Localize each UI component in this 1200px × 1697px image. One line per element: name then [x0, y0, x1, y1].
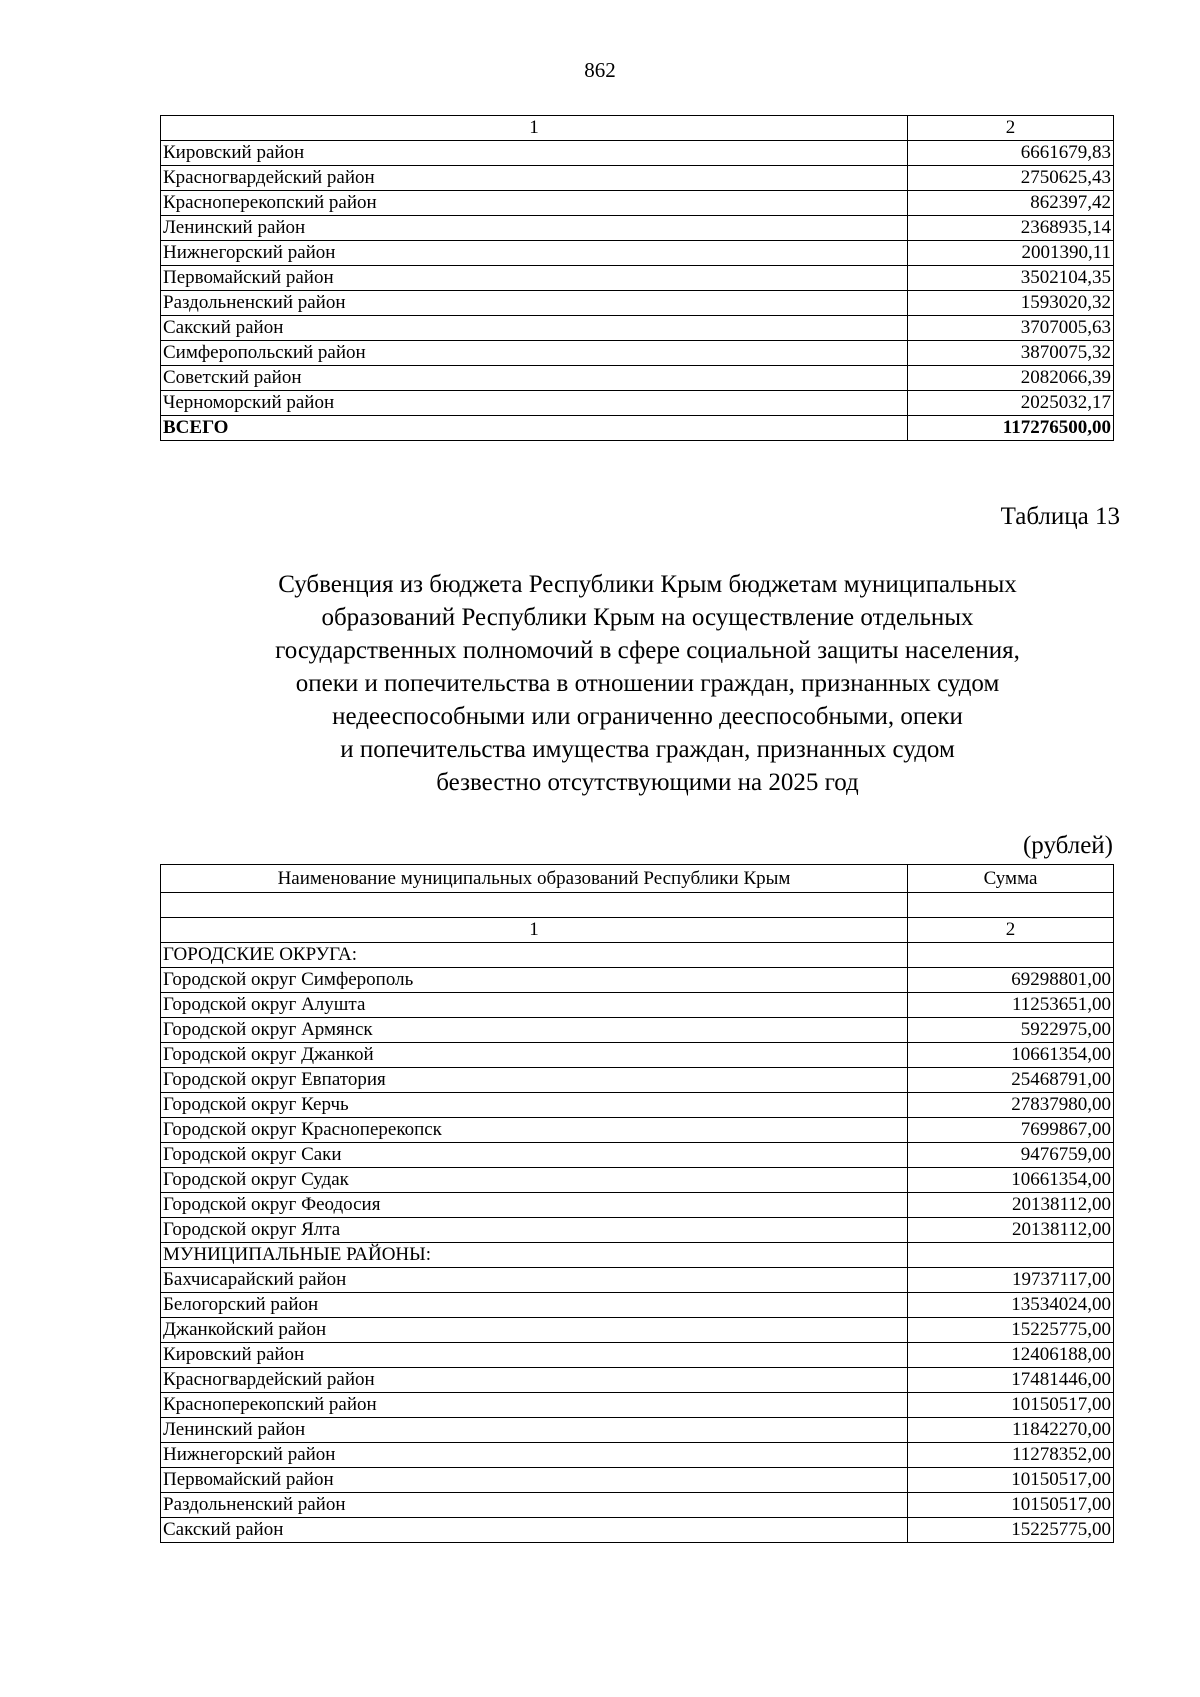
amount-value: 69298801,00 [908, 968, 1114, 993]
municipality-name: Городской округ Евпатория [161, 1068, 908, 1093]
table-row [161, 1168, 1114, 1193]
table-row [161, 1343, 1114, 1368]
municipality-name: Городской округ Керчь [161, 1093, 908, 1118]
column-number-2: 2 [908, 918, 1114, 943]
municipality-name: Бахчисарайский район [161, 1268, 908, 1293]
title-line: образований Республики Крым на осуществление отдельных [321, 604, 974, 631]
table-row [161, 266, 1114, 291]
municipality-name: Симферопольский район [161, 341, 908, 366]
subvention-table [160, 864, 1114, 1543]
amount-value: 27837980,00 [908, 1093, 1114, 1118]
municipality-name: Красногвардейский район [161, 166, 908, 191]
table-row [161, 1318, 1114, 1343]
table-row [161, 1018, 1114, 1043]
amount-value: 3502104,35 [908, 266, 1114, 291]
municipality-name: Красногвардейский район [161, 1368, 908, 1393]
title-line: и попечительства имущества граждан, признанных судом [340, 736, 955, 763]
amount-value: 7699867,00 [908, 1118, 1114, 1143]
municipality-name: Городской округ Армянск [161, 1018, 908, 1043]
municipality-name: Городской округ Саки [161, 1143, 908, 1168]
table-row [161, 391, 1114, 416]
table-row [161, 216, 1114, 241]
table-row [161, 1093, 1114, 1118]
municipality-name: Городской округ Алушта [161, 993, 908, 1018]
table-row [161, 1218, 1114, 1243]
municipality-name: Джанкойский район [161, 1318, 908, 1343]
table-caption: Таблица 13 [1000, 503, 1120, 530]
municipality-name: Красноперекопский район [161, 1393, 908, 1418]
municipality-name: Красноперекопский район [161, 191, 908, 216]
municipality-name: Городской округ Судак [161, 1168, 908, 1193]
section-heading-row [161, 1243, 1114, 1268]
column-number-row [161, 918, 1114, 943]
amount-value: 862397,42 [908, 191, 1114, 216]
table-row [161, 1143, 1114, 1168]
total-row [161, 416, 1114, 441]
amount-value: 2750625,43 [908, 166, 1114, 191]
amount-value: 1593020,32 [908, 291, 1114, 316]
municipality-name: ВСЕГО [161, 416, 908, 441]
municipality-name: Первомайский район [161, 1468, 908, 1493]
municipality-name: Ленинский район [161, 216, 908, 241]
municipality-name: Раздольненский район [161, 291, 908, 316]
title-line: недееспособными или ограниченно дееспособными, опеки [332, 703, 963, 730]
amount-value: 10150517,00 [908, 1393, 1114, 1418]
table-row [161, 1043, 1114, 1068]
title-line: государственных полномочий в сфере социальной защиты населения, [275, 637, 1020, 664]
amount-value: 13534024,00 [908, 1293, 1114, 1318]
amount-value: 5922975,00 [908, 1018, 1114, 1043]
municipality-name: Ленинский район [161, 1418, 908, 1443]
municipality-name: Городской округ Красноперекопск [161, 1118, 908, 1143]
amount-value: 19737117,00 [908, 1268, 1114, 1293]
subvention-table-body [161, 865, 1114, 1543]
municipality-name: Кировский район [161, 1343, 908, 1368]
municipality-name: Раздольненский район [161, 1493, 908, 1518]
table-row [161, 1068, 1114, 1093]
table-row [161, 1418, 1114, 1443]
municipality-name: Городской округ Симферополь [161, 968, 908, 993]
table-row [161, 1443, 1114, 1468]
table-row [161, 1193, 1114, 1218]
table-row [161, 241, 1114, 266]
continued-subsidy-table [160, 115, 1114, 441]
amount-value [908, 1243, 1114, 1268]
amount-value: 2025032,17 [908, 391, 1114, 416]
amount-value: 3870075,32 [908, 341, 1114, 366]
title-line: Субвенция из бюджета Республики Крым бюджетам муниципальных [278, 571, 1017, 598]
amount-value: 117276500,00 [908, 416, 1114, 441]
section-heading-row [161, 943, 1114, 968]
amount-value: 20138112,00 [908, 1193, 1114, 1218]
table-row [161, 1268, 1114, 1293]
table-row [161, 316, 1114, 341]
amount-value [908, 943, 1114, 968]
section-heading: МУНИЦИПАЛЬНЫЕ РАЙОНЫ: [161, 1243, 908, 1268]
amount-value: 10661354,00 [908, 1168, 1114, 1193]
column-number-1: 1 [161, 918, 908, 943]
continued-subsidy-table-body [161, 116, 1114, 441]
municipality-name: Черноморский район [161, 391, 908, 416]
header-gap [161, 893, 1114, 918]
table-row [161, 366, 1114, 391]
table-row [161, 141, 1114, 166]
amount-value: 15225775,00 [908, 1518, 1114, 1543]
column-number-2: 2 [908, 116, 1114, 141]
municipality-name: Сакский район [161, 1518, 908, 1543]
amount-value: 20138112,00 [908, 1218, 1114, 1243]
table-row [161, 341, 1114, 366]
municipality-name: Белогорский район [161, 1293, 908, 1318]
table-row [161, 291, 1114, 316]
table-row [161, 968, 1114, 993]
amount-value: 10150517,00 [908, 1493, 1114, 1518]
municipality-name: Сакский район [161, 316, 908, 341]
amount-value: 25468791,00 [908, 1068, 1114, 1093]
amount-value: 11278352,00 [908, 1443, 1114, 1468]
amount-value: 10150517,00 [908, 1468, 1114, 1493]
section-heading: ГОРОДСКИЕ ОКРУГА: [161, 943, 908, 968]
table-row [161, 166, 1114, 191]
municipality-name: Городской округ Феодосия [161, 1193, 908, 1218]
title-line: опеки и попечительства в отношении граждан, признанных судом [295, 670, 1000, 697]
municipality-name: Городской округ Джанкой [161, 1043, 908, 1068]
amount-value: 17481446,00 [908, 1368, 1114, 1393]
amount-value: 11253651,00 [908, 993, 1114, 1018]
table-row [161, 1368, 1114, 1393]
table-row [161, 993, 1114, 1018]
table-row [161, 191, 1114, 216]
amount-value: 11842270,00 [908, 1418, 1114, 1443]
amount-value: 6661679,83 [908, 141, 1114, 166]
amount-value: 2082066,39 [908, 366, 1114, 391]
table-row [161, 1118, 1114, 1143]
table-title [175, 568, 1120, 799]
table-row [161, 1493, 1114, 1518]
units-label: (рублей) [1022, 832, 1113, 859]
amount-value: 3707005,63 [908, 316, 1114, 341]
column-header-name: Наименование муниципальных образований Республики Крым [161, 865, 908, 893]
page-number: 862 [584, 58, 616, 82]
table-row [161, 1468, 1114, 1493]
municipality-name: Советский район [161, 366, 908, 391]
title-line: безвестно отсутствующими на 2025 год [436, 769, 859, 796]
amount-value: 10661354,00 [908, 1043, 1114, 1068]
column-number-row [161, 116, 1114, 141]
amount-value: 2368935,14 [908, 216, 1114, 241]
amount-value: 2001390,11 [908, 241, 1114, 266]
table-row [161, 1393, 1114, 1418]
amount-value: 9476759,00 [908, 1143, 1114, 1168]
table-row [161, 1293, 1114, 1318]
column-number-1: 1 [161, 116, 908, 141]
municipality-name: Городской округ Ялта [161, 1218, 908, 1243]
municipality-name: Первомайский район [161, 266, 908, 291]
table-row [161, 1518, 1114, 1543]
municipality-name: Кировский район [161, 141, 908, 166]
municipality-name: Нижнегорский район [161, 1443, 908, 1468]
column-header-sum: Сумма [908, 865, 1114, 893]
municipality-name: Нижнегорский район [161, 241, 908, 266]
column-header-row [161, 865, 1114, 893]
amount-value: 12406188,00 [908, 1343, 1114, 1368]
amount-value: 15225775,00 [908, 1318, 1114, 1343]
